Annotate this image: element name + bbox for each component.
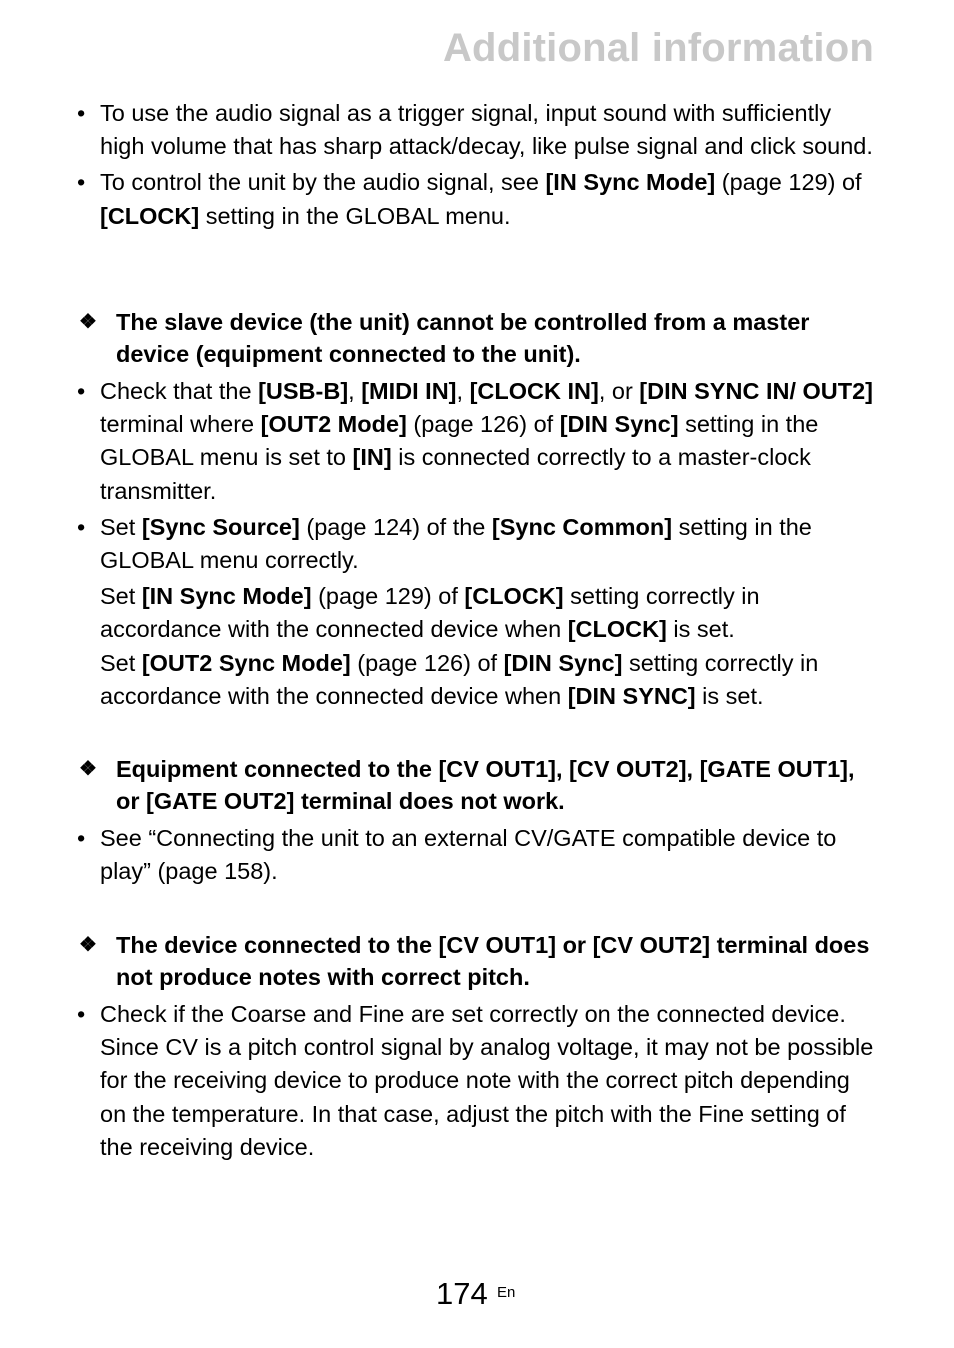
paragraph: Set [OUT2 Sync Mode] (page 126) of [DIN Sync] setting correctly in accordance with the connected device when [DIN SYNC] is set. bbox=[100, 649, 819, 709]
paragraph: Set [Sync Source] (page 124) of the [Sync Common] setting in the GLOBAL menu correctly. bbox=[100, 513, 812, 574]
list-item: • See “Connecting the unit to an external CV/GATE compatible device to play” (page 158). bbox=[0, 822, 880, 888]
list-item: • To control the unit by the audio signal, see [IN Sync Mode] (page 129) of [CLOCK] setting in the GLOBAL menu. bbox=[0, 166, 880, 232]
bullet-icon: • bbox=[77, 513, 86, 540]
paragraph: Set [IN Sync Mode] (page 129) of [CLOCK] setting correctly in accordance with the connected device when [CLOCK] is set. bbox=[100, 583, 760, 643]
list-item: • Check that the [USB-B], [MIDI IN], [CLOCK IN], or [DIN SYNC IN/ OUT2] terminal where [OUT2 Mode] (page 126) of [DIN Sync] setting in the GLOBAL menu is set to [IN] is connected correctly to a master-clock transmitter. bbox=[0, 375, 880, 508]
language-label: En bbox=[497, 1284, 516, 1301]
pitch-section bbox=[0, 930, 954, 1164]
cvgate-section bbox=[0, 754, 954, 888]
diamond-icon: ❖ bbox=[79, 934, 97, 956]
bullet-icon: • bbox=[77, 1001, 86, 1027]
bullet-icon: • bbox=[77, 169, 86, 196]
diamond-icon: ❖ bbox=[79, 758, 97, 780]
list-item: • Check if the Coarse and Fine are set correctly on the connected device. Since CV is a pitch control signal by analog voltage, it may not be possible for the receiving device to produce note with the correct pitch depending on the temperature. In that case, adjust the pitch with the Fine setting of the receiving device. bbox=[0, 998, 880, 1164]
page-number: 174 bbox=[436, 1276, 488, 1311]
page-title: Additional information bbox=[442, 26, 874, 70]
question-heading: ❖ The device connected to the [CV OUT1] or [CV OUT2] terminal does not produce notes with correct pitch. bbox=[79, 932, 870, 990]
question-heading: ❖ Equipment connected to the [CV OUT1], [CV OUT2], [GATE OUT1], or [GATE OUT2] terminal does not work. bbox=[79, 756, 855, 814]
list-item bbox=[0, 511, 880, 713]
bullet-icon: • bbox=[77, 825, 86, 851]
diamond-icon: ❖ bbox=[79, 311, 97, 333]
slave-section bbox=[0, 307, 954, 713]
bullet-icon: • bbox=[77, 100, 86, 126]
bullet-icon: • bbox=[77, 378, 86, 404]
intro-section bbox=[0, 97, 954, 233]
list-item: • To use the audio signal as a trigger signal, input sound with sufficiently high volume that has sharp attack/decay, like pulse signal and click sound. bbox=[0, 97, 880, 163]
question-heading: ❖ The slave device (the unit) cannot be controlled from a master device (equipment connected to the unit). bbox=[79, 309, 810, 367]
